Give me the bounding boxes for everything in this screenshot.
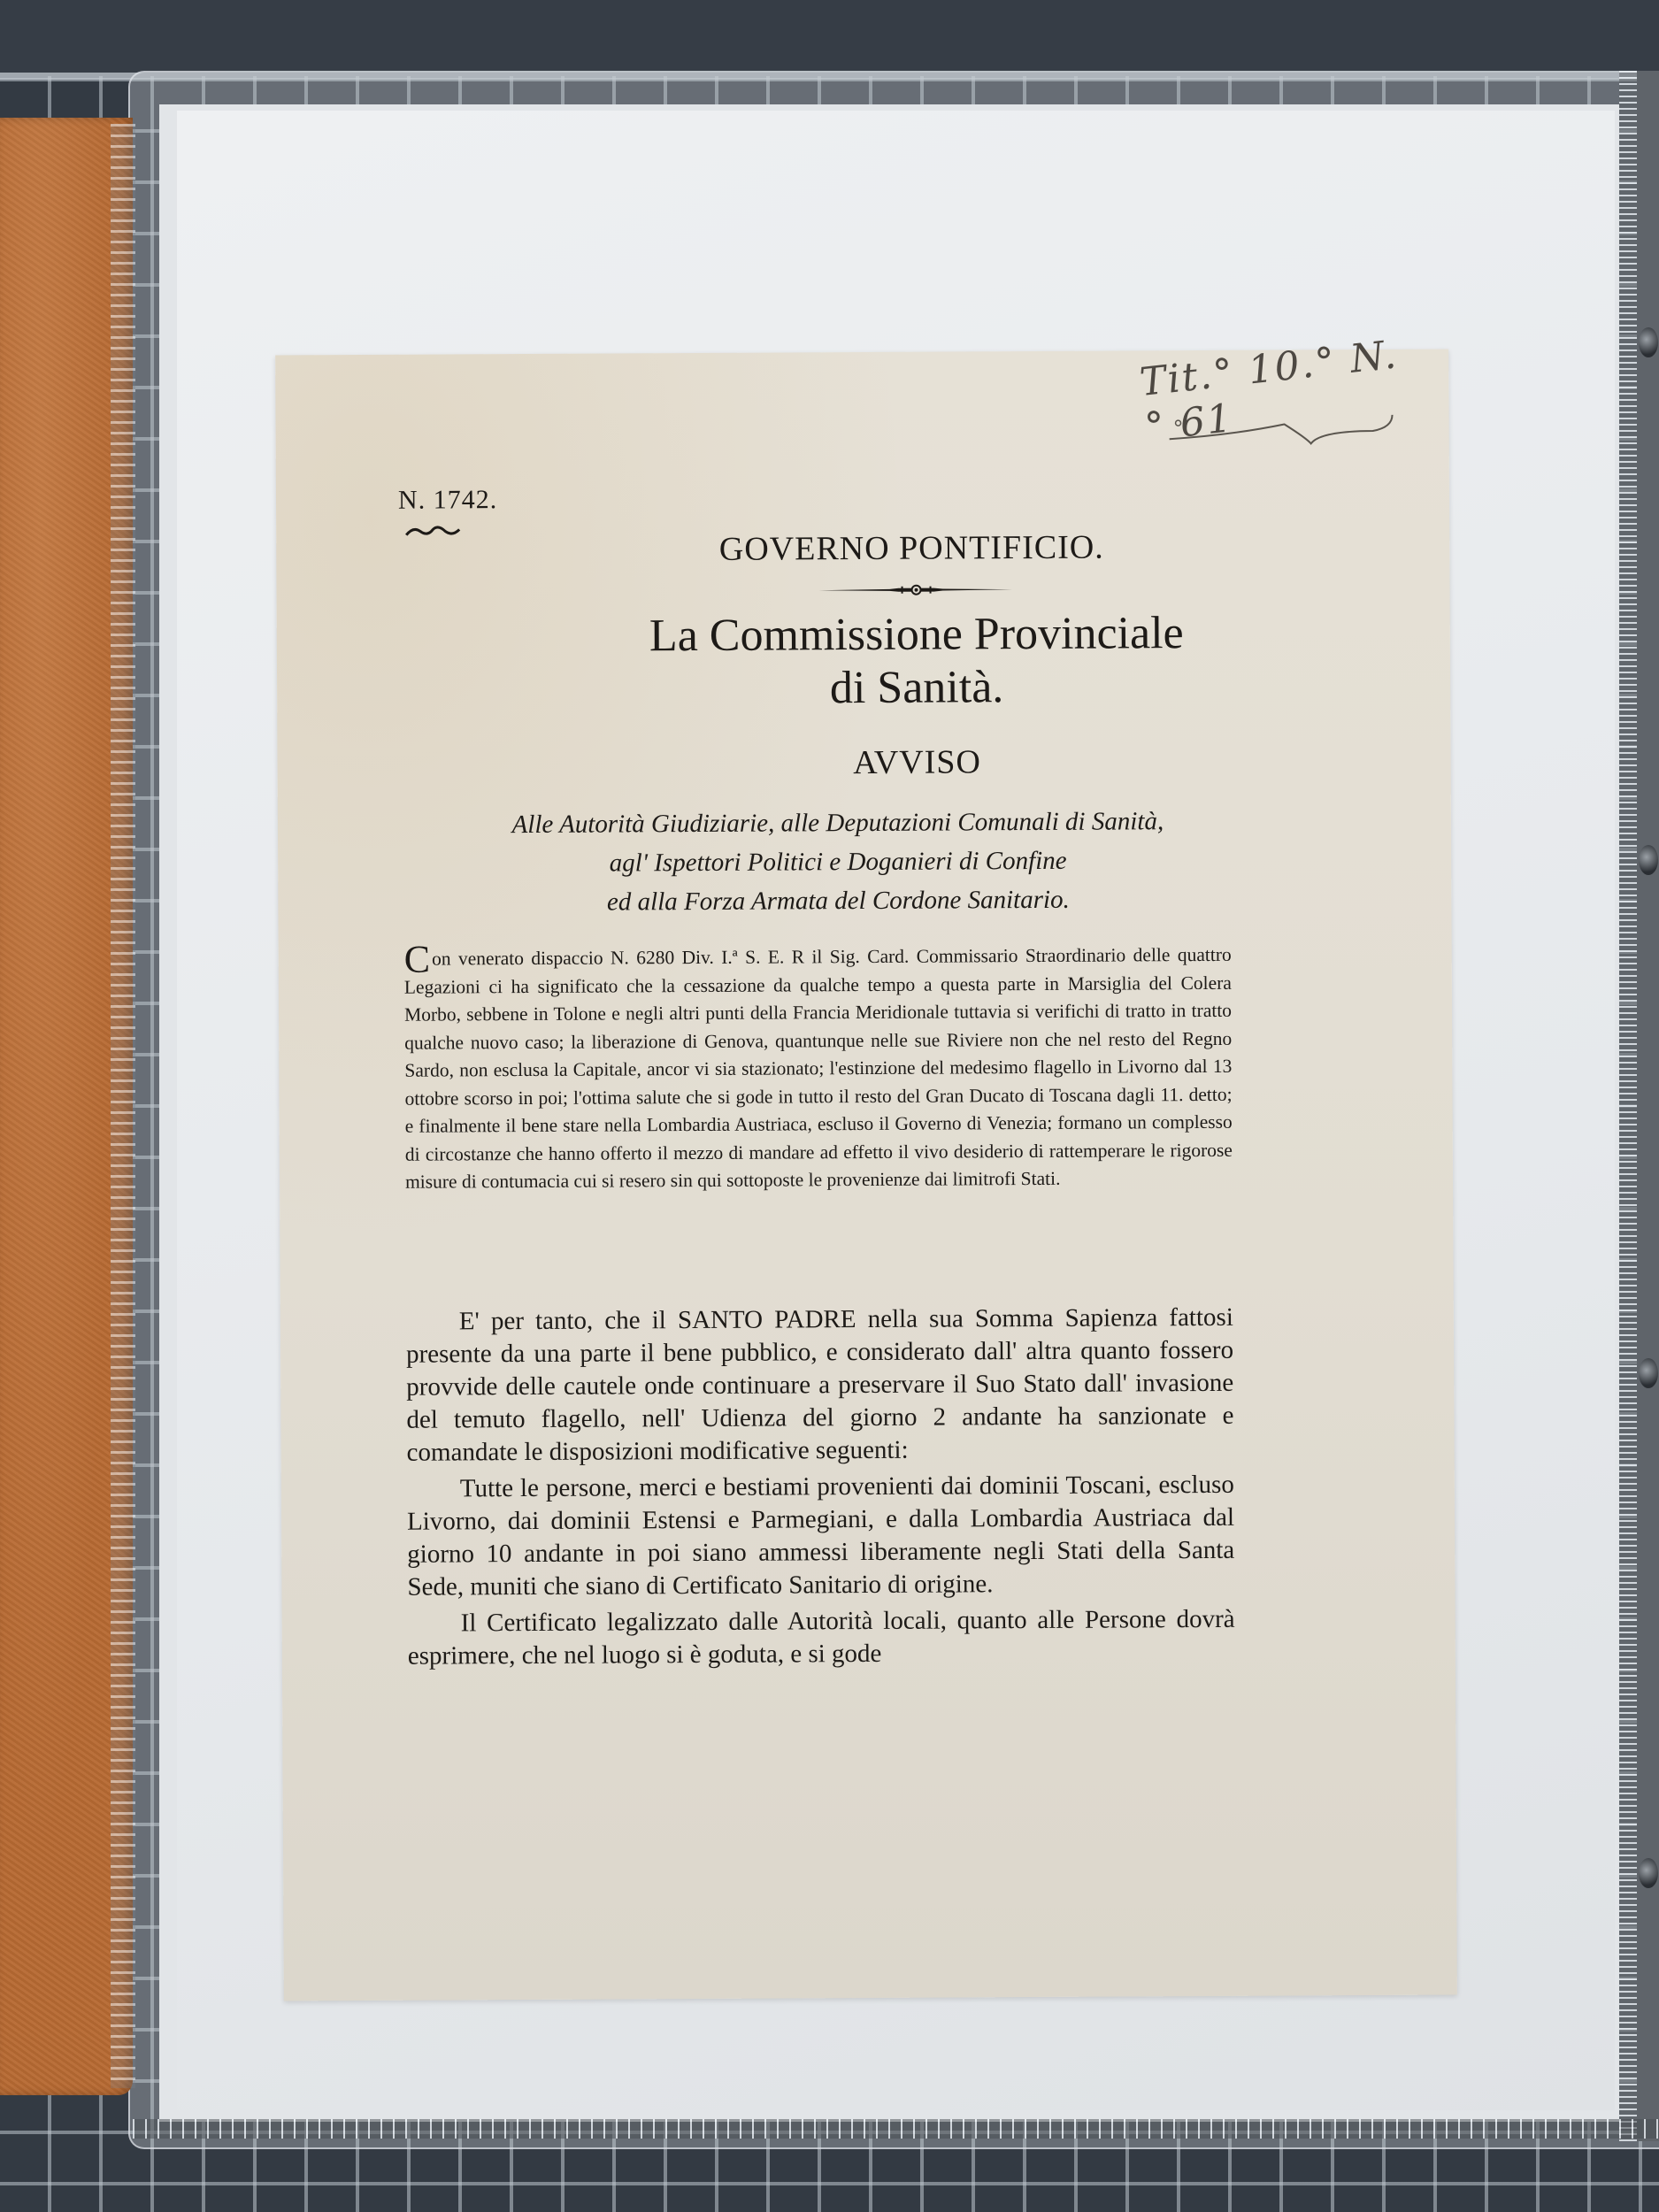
commission-line-2: di Sanità. [829,662,1004,714]
intro-paragraph [403,937,1233,1196]
sleeve-left-seam [111,124,135,2088]
government-title: GOVERNO PONTIFICIO. [718,528,1104,568]
addressees-block [411,802,1266,923]
issuing-commission [277,606,1451,718]
sleeve-right-seam [1619,71,1637,2141]
body-paragraph: E' per tanto, che il SANTO PADRE nella sua Somma Sapienza fattosi presente da una parte il bene pubblico, e considerato dall' altra quanto fossero provvide delle cautele onde continuare a preservare il Suo Stato dall' invasione del temuto flagello, nell' Udienza del giorno 2 andante ha sanzionate e comandate le disposizioni modificative seguenti: [405,1302,1234,1467]
binder-ring-hole-icon [1639,1358,1658,1388]
historic-document [275,332,1457,2001]
sleeve-binding-strip [1637,71,1659,2141]
document-number: N. 1742. [397,485,498,515]
ornamental-rule-icon [819,583,1014,596]
binder-ring-hole-icon [1639,845,1658,875]
addressee-line: agl' Ispettori Politici e Doganieri di Confine [609,846,1067,878]
body-paragraph: Il Certificato legalizzato dalle Autorità locali, quanto alle Persone dovrà esprimere, che nel luogo si è goduta, e si gode [407,1604,1235,1671]
binder-ring-hole-icon [1639,1858,1658,1888]
drop-cap: C [403,937,431,981]
body-paragraph: Tutte le persone, merci e bestiami provenienti dai dominii Toscani, escluso Livorno, dai dominii Estensi e Parmegiani, e dalla Lombardia Austriaca dal giorno 10 andante in poi siano ammessi liberamente negli Stati della Santa Sede, muniti che siano di Certificato Sanitario di origine. [406,1470,1235,1601]
handwritten-archive-note: Tit.° 10.° N.° 61 [1137,332,1401,450]
ornamental-rule [277,581,1450,600]
commission-line-1: La Commissione Provinciale [649,608,1184,662]
binder-ring-hole-icon [1639,327,1658,357]
decree-body [406,1302,1235,1673]
addressee-line: ed alla Forza Armata del Cordone Sanitario. [606,885,1070,917]
sleeve-bottom-seam [133,2119,1659,2139]
notice-heading: AVVISO [853,743,981,782]
intro-paragraph-text: on venerato dispaccio N. 6280 Div. I.ª S. E. R il Sig. Card. Commissario Straordinario delle quattro Legazioni ci ha significato che la cessazione da qualche tempo a questa parte in Marsiglia del Colera Morbo, sebbene in Tolone e negli altri punti della Francia Meridionale tuttavia si verifichi di tratto in tratto qualche nuovo caso; la liberazione di Genova, quantunque nelle sue Riviere non che nel resto del Regno Sardo, non esclusa la Capitale, ancor vi sia stazionato; l'estinzione del medesimo flagello in Livorno dal 13 ottobre scorso in poi; l'ottima salute che si gode in tutto il resto del Gran Ducato di Toscana dagli 11. detto; e finalmente il bene stare nella Lombardia Austriaca, escluso il Governo di Venezia; formano un complesso di circostanze che hanno offerto il mezzo di mandare ad effetto il vivo desiderio di rattemperare le rigorose misure di contumacia cui si resero sin qui sottoposte le provenienze dai limitrofi Stati. [403,943,1233,1193]
mat-top-strip [0,0,1659,76]
addressee-line: Alle Autorità Giudiziarie, alle Deputazioni Comunali di Sanità, [511,807,1164,840]
handwritten-flourish-icon [1160,411,1408,448]
